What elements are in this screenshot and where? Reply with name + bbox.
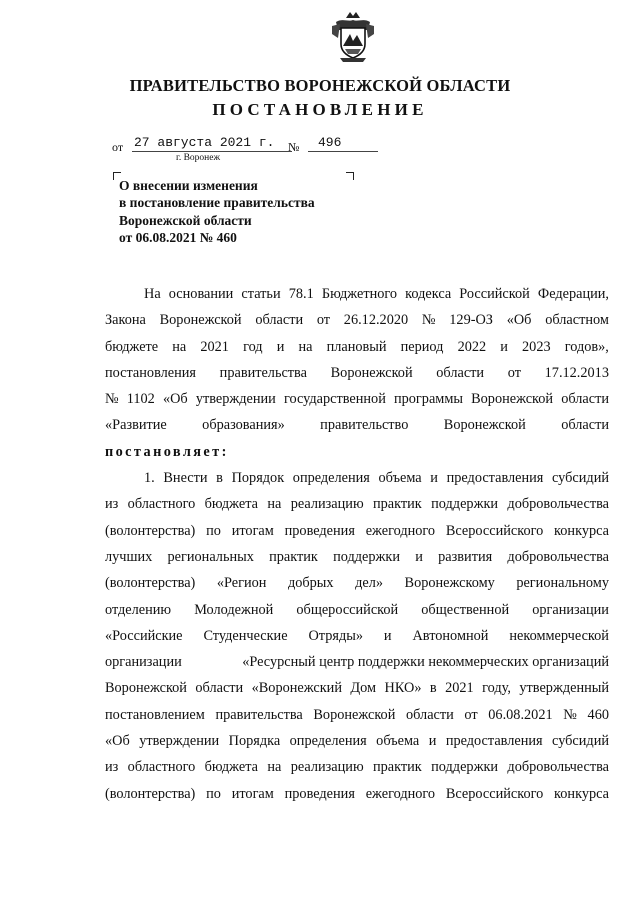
body-word: области <box>255 312 304 329</box>
body-word: и <box>500 338 508 355</box>
document-subject <box>119 177 359 246</box>
body-word: областном <box>545 312 609 329</box>
body-line <box>105 728 609 754</box>
body-text-segment: 1. Внести в Порядок определения объема и предоставления субсидий <box>144 470 609 487</box>
body-word: отделению <box>105 601 172 618</box>
body-word: бюджете <box>105 338 159 355</box>
body-text-segment: «Об утверждении Порядка определения объема и предоставления субсидий <box>105 733 609 750</box>
subject-line: О внесении изменения <box>119 178 258 193</box>
body-word: 2021 <box>200 338 229 355</box>
body-line <box>105 597 609 623</box>
body-word: правительства <box>219 364 307 381</box>
body-word: годов», <box>564 338 609 355</box>
body-line <box>105 334 609 360</box>
government-title: ПРАВИТЕЛЬСТВО ВОРОНЕЖСКОЙ ОБЛАСТИ <box>129 76 511 95</box>
body-line <box>105 702 609 728</box>
body-line <box>105 491 609 517</box>
body-word: от <box>316 312 331 329</box>
body-word: организации <box>105 654 182 671</box>
body-word: Воронежской <box>443 417 526 434</box>
body-text-segment: из областного бюджета на реализацию практик поддержки добровольчества <box>105 759 609 776</box>
body-text-segment: № 1102 «Об утверждении государственной программы Воронежской области <box>105 391 609 408</box>
coat-of-arms-icon <box>330 8 376 64</box>
body-line <box>105 754 609 780</box>
body-line <box>105 544 609 570</box>
body-word: 2022 <box>457 338 487 355</box>
document-body <box>105 281 609 807</box>
date-prefix: от <box>112 140 124 154</box>
body-word: год <box>243 338 263 355</box>
body-word: № <box>421 312 436 329</box>
body-word: и <box>276 338 285 355</box>
body-word: Студенческие <box>203 627 288 644</box>
subject-line: Воронежской области <box>119 212 252 228</box>
body-word: правительство <box>320 417 409 434</box>
body-word: образования» <box>202 417 285 434</box>
date-number-line <box>112 134 362 154</box>
body-word: «Ресурсный центр поддержки некоммерческих организаций <box>242 654 609 671</box>
body-word: от <box>507 364 521 381</box>
city-label: г. Воронеж <box>176 153 221 163</box>
body-line <box>105 570 609 596</box>
body-word: области <box>561 417 609 434</box>
body-line <box>105 412 609 438</box>
body-word: 26.12.2020 <box>343 312 409 329</box>
body-word: «Развитие <box>105 417 167 434</box>
body-word: постановления <box>105 364 196 381</box>
body-line <box>105 386 609 412</box>
body-word: «Об <box>506 312 532 329</box>
body-text-segment: из областного бюджета на реализацию практик поддержки добровольчества <box>105 496 609 513</box>
body-word: Воронежской <box>330 364 413 381</box>
document-date: 27 августа 2021 г. <box>132 136 292 152</box>
body-line <box>105 281 609 307</box>
document-number: 496 <box>308 136 378 152</box>
body-word: добрых <box>287 575 334 592</box>
body-text-segment: Воронежской области «Воронежский Дом НКО» в 2021 году, утвержденный <box>105 680 609 697</box>
body-word: (волонтерства) <box>105 575 196 592</box>
decree-word: постановляет: <box>105 443 229 460</box>
body-text-segment: (волонтерства) по итогам проведения ежегодного Всероссийского конкурса <box>105 522 609 539</box>
body-line <box>105 307 609 333</box>
body-word: Автономной <box>412 627 489 644</box>
body-line <box>105 439 609 465</box>
number-label: № <box>288 140 300 154</box>
body-line <box>105 465 609 491</box>
body-word: Отряды» <box>308 627 363 644</box>
body-line <box>105 649 609 675</box>
body-word: период <box>400 338 444 355</box>
body-line <box>105 781 609 807</box>
body-text-segment: постановлением правительства Воронежской области от 06.08.2021 № 460 <box>105 706 609 723</box>
body-word: общероссийской <box>296 601 399 618</box>
subject-line: в постановление правительства <box>119 195 315 211</box>
body-word: дел» <box>355 575 383 592</box>
body-word: 129-ОЗ <box>449 312 493 329</box>
subject-line: от 06.08.2021 № 460 <box>119 229 237 245</box>
body-word: Закона <box>105 312 146 329</box>
body-word: 2023 <box>522 338 551 355</box>
body-text-segment: (волонтерства) по итогам проведения ежегодного Всероссийского конкурса <box>105 785 609 802</box>
body-word: Воронежской <box>159 312 242 329</box>
body-word: плановый <box>326 338 387 355</box>
body-word: «Регион <box>216 575 267 592</box>
body-word: Воронежскому <box>404 575 495 592</box>
body-line <box>105 623 609 649</box>
body-word: Молодежной <box>194 601 274 618</box>
body-text-segment: На основании статьи 78.1 Бюджетного кодекса Российской Федерации, <box>144 286 609 302</box>
body-text-segment: лучших региональных практик поддержки и развития добровольчества <box>105 548 609 565</box>
body-line <box>105 360 609 386</box>
body-word: некоммерческой <box>509 627 609 644</box>
body-word: региональному <box>516 575 609 592</box>
body-word: общественной <box>421 601 510 618</box>
body-word: на <box>172 338 187 355</box>
body-line <box>105 518 609 544</box>
body-word: организации <box>532 601 609 618</box>
body-word: области <box>436 364 485 381</box>
body-word: 17.12.2013 <box>544 364 609 381</box>
body-word: на <box>298 338 313 355</box>
body-word: и <box>383 627 392 644</box>
body-word: «Российские <box>105 627 183 644</box>
body-line <box>105 675 609 701</box>
document-type: ПОСТАНОВЛЕНИЕ <box>212 100 428 119</box>
